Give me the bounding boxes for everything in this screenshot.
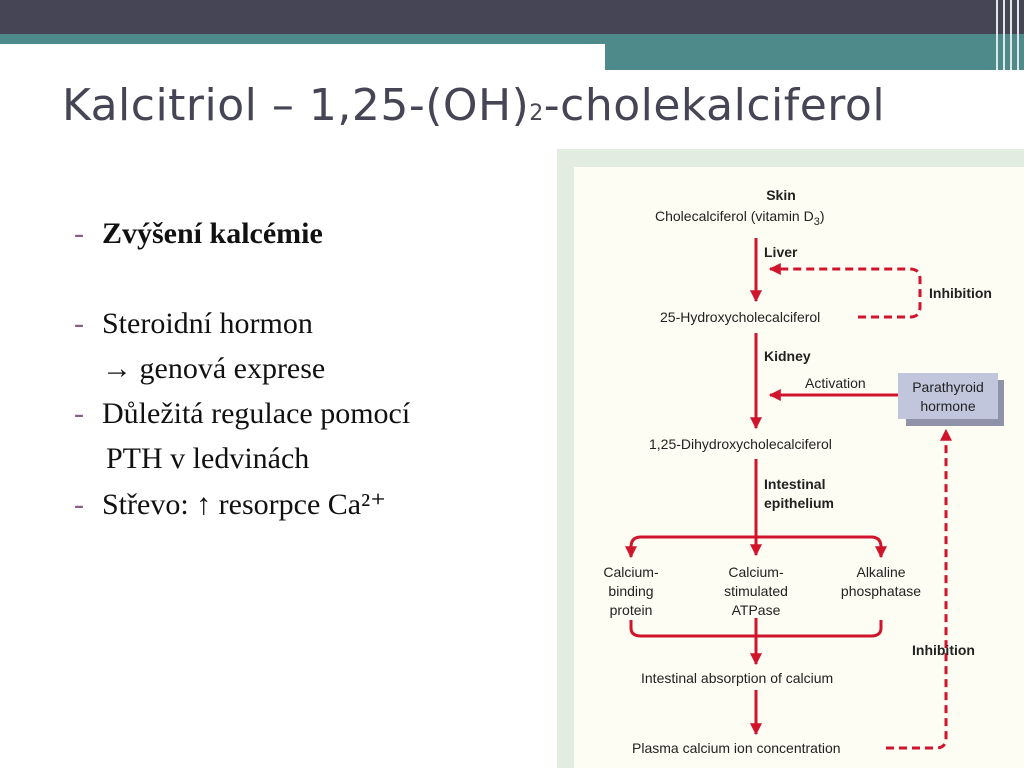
bullet-text: Důležitá regulace pomocí	[102, 397, 411, 430]
label-pth-1: Parathyroid	[912, 379, 984, 395]
label-alp-1: Alkaline	[856, 564, 906, 580]
label-cholecalciferol	[655, 208, 825, 228]
title-subscript: 2	[529, 101, 544, 126]
label-cholecalciferol-main: Cholecalciferol (vitamin D	[655, 208, 814, 224]
label-skin: Skin	[766, 187, 796, 203]
bullet-dash: -	[74, 397, 84, 430]
label-kidney: Kidney	[764, 348, 811, 364]
label-cbp-1: Calcium-	[603, 564, 659, 580]
bullet-text: → genová exprese	[102, 352, 326, 385]
label-activation: Activation	[805, 375, 866, 391]
label-cholecalciferol-sub: 3	[813, 216, 820, 228]
bullet-dash: -	[74, 217, 84, 250]
bullet-text: Steroidní hormon	[102, 307, 313, 340]
title-main: Kalcitriol – 1,25-(OH)	[62, 80, 530, 131]
label-intestinal-2: epithelium	[764, 495, 835, 511]
bullet-text: PTH v ledvinách	[106, 442, 310, 475]
bullet-text: Zvýšení kalcémie	[102, 217, 323, 250]
title-rest: -cholekalciferol	[543, 80, 886, 131]
bullet-dash: -	[74, 307, 84, 340]
label-alp-2: phosphatase	[840, 583, 922, 599]
label-intestinal-1: Intestinal	[764, 476, 826, 492]
label-liver: Liver	[764, 244, 798, 260]
label-inhibition-bottom: Inhibition	[912, 642, 975, 658]
label-cbp-3: protein	[609, 602, 653, 618]
label-dihydroxy: 1,25-Dihydroxycholecalciferol	[649, 436, 832, 452]
label-absorption: Intestinal absorption of calcium	[641, 670, 834, 686]
label-csa-2: stimulated	[724, 583, 788, 599]
label-pth-2: hormone	[920, 398, 976, 414]
label-25-hydroxy: 25-Hydroxycholecalciferol	[660, 309, 821, 325]
label-csa-1: Calcium-	[728, 564, 784, 580]
label-plasma: Plasma calcium ion concentration	[632, 740, 841, 756]
label-cbp-2: binding	[608, 583, 654, 599]
label-cholecalciferol-close: )	[819, 208, 825, 224]
bullet-text: Střevo: ↑ resorpce Ca²⁺	[102, 488, 386, 521]
bullet-dash: -	[74, 488, 84, 521]
label-inhibition-top: Inhibition	[929, 285, 992, 301]
label-csa-3: ATPase	[731, 602, 781, 618]
